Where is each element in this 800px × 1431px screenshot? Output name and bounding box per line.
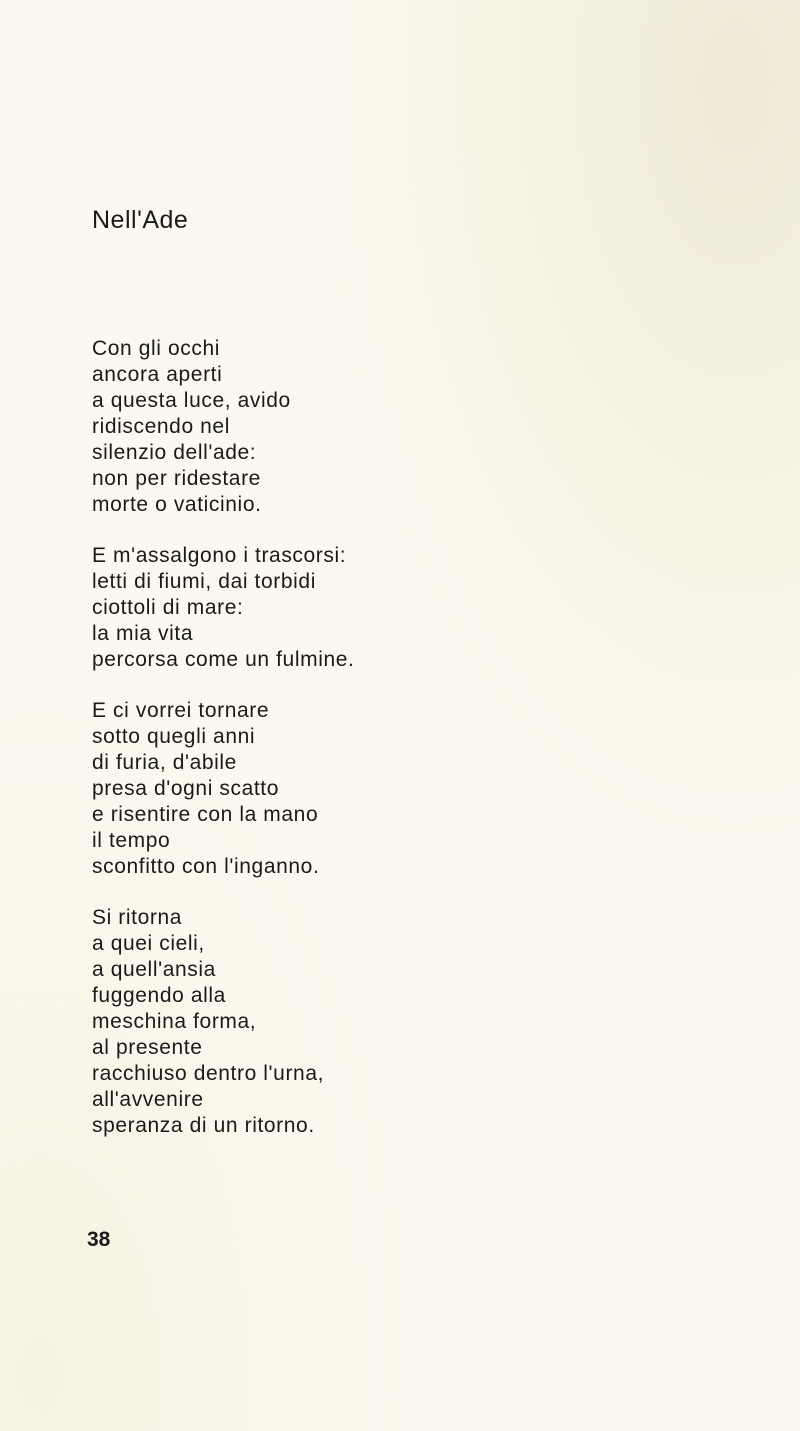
poem-line: all'avvenire [92,1088,204,1111]
poem-body [92,336,732,1164]
poem-line: ridiscendo nel [92,415,230,438]
poem-line: meschina forma, [92,1010,257,1033]
poem-line: non per ridestare [92,467,261,490]
poem-line: di furia, d'abile [92,751,237,774]
poem-line: sconfitto con l'inganno. [92,855,320,878]
poem-line: percorsa come un fulmine. [92,648,355,671]
poem-line: il tempo [92,829,171,852]
poem-line: silenzio dell'ade: [92,441,257,464]
poem-line: E ci vorrei tornare [92,699,270,722]
stanza-4 [92,905,732,1139]
poem-line: Si ritorna [92,906,183,929]
poem-line: ancora aperti [92,363,223,386]
poem-line: fuggendo alla [92,984,226,1007]
poem-line: racchiuso dentro l'urna, [92,1062,325,1085]
poem-line: Con gli occhi [92,337,221,360]
poem-line: presa d'ogni scatto [92,777,280,800]
poem-line: sotto quegli anni [92,725,256,748]
poem-line: ciottoli di mare: [92,596,244,619]
poem-title: Nell'Ade [92,206,189,234]
poem-line: a quell'ansia [92,958,216,981]
stanza-3 [92,698,732,880]
poem-line: e risentire con la mano [92,803,319,826]
stanza-1 [92,336,732,518]
stanza-2 [92,543,732,673]
poem-line: a questa luce, avido [92,389,291,412]
poem-line: E m'assalgono i trascorsi: [92,544,347,567]
poem-line: al presente [92,1036,203,1059]
poem-line: a quei cieli, [92,932,205,955]
poem-line: letti di fiumi, dai torbidi [92,570,316,593]
poem-line: la mia vita [92,622,194,645]
poem-line: morte o vaticinio. [92,493,262,516]
poem-line: speranza di un ritorno. [92,1114,315,1137]
page-number: 38 [87,1228,111,1251]
